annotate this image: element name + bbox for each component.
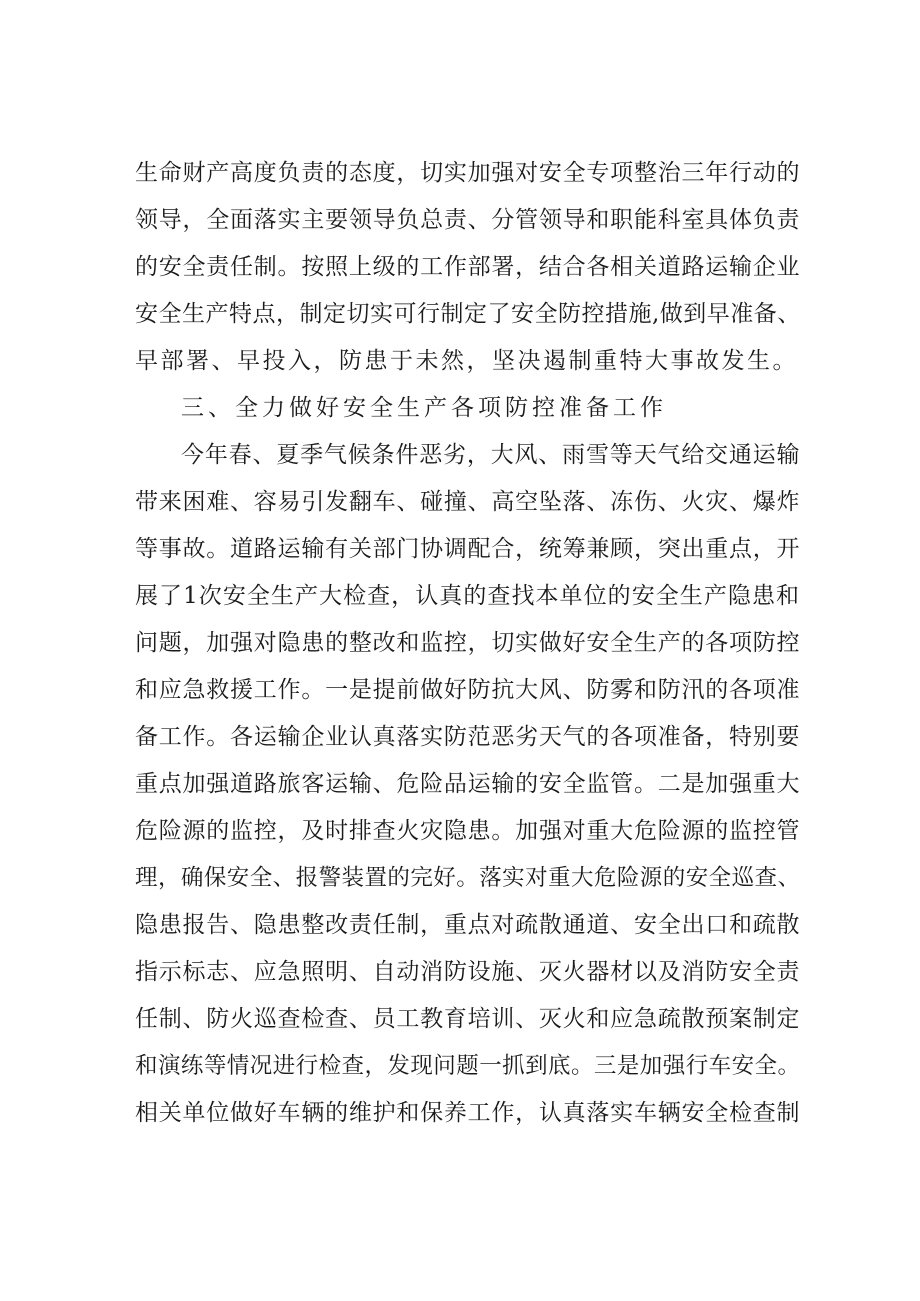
text-line: 和应急救援工作。一是提前做好防抗大风、防雾和防汛的各项准 — [135, 677, 800, 703]
text-line: 等事故。道路运输有关部门协调配合，统筹兼顾，突出重点，开 — [135, 536, 800, 562]
text-line: 生命财产高度负责的态度，切实加强对安全专项整治三年行动的 — [135, 160, 800, 186]
text-line: 隐患报告、隐患整改责任制，重点对疏散通道、安全出口和疏散 — [135, 912, 800, 938]
text-line: 指示标志、应急照明、自动消防设施、灭火器材以及消防安全责 — [135, 959, 800, 985]
text-line: 和演练等情况进行检查，发现问题一抓到底。三是加强行车安全。 — [135, 1053, 800, 1079]
text-line: 重点加强道路旅客运输、危险品运输的安全监管。二是加强重大 — [135, 771, 800, 797]
text-line: 备工作。各运输企业认真落实防范恶劣天气的各项准备，特别要 — [135, 724, 800, 750]
text-line: 今年春、夏季气候条件恶劣，大风、雨雪等天气给交通运输 — [181, 442, 800, 468]
text-line: 相关单位做好车辆的维护和保养工作，认真落实车辆安全检查制 — [135, 1100, 800, 1126]
text-line: 领导，全面落实主要领导负总责、分管领导和职能科室具体负责 — [135, 207, 800, 233]
text-line: 任制、防火巡查检查、员工教育培训、灭火和应急疏散预案制定 — [135, 1006, 800, 1032]
text-line: 理，确保安全、报警装置的完好。落实对重大危险源的安全巡查、 — [135, 865, 800, 891]
text-line: 问题，加强对隐患的整改和监控，切实做好安全生产的各项防控 — [135, 630, 800, 656]
text-line: 带来困难、容易引发翻车、碰撞、高空坠落、冻伤、火灾、爆炸 — [135, 489, 800, 515]
text-line: 危险源的监控，及时排查火灾隐患。加强对重大危险源的监控管 — [135, 818, 800, 844]
text-line: 安全生产特点，制定切实可行制定了安全防控措施,做到早准备、 — [135, 301, 801, 327]
section-heading: 三、全力做好安全生产各项防控准备工作 — [181, 395, 667, 421]
text-line: 的安全责任制。按照上级的工作部署，结合各相关道路运输企业 — [135, 254, 800, 280]
text-line: 展了1次安全生产大检查，认真的查找本单位的安全生产隐患和 — [135, 583, 800, 609]
text-line: 早部署、早投入，防患于未然，坚决遏制重特大事故发生。 — [135, 348, 798, 374]
